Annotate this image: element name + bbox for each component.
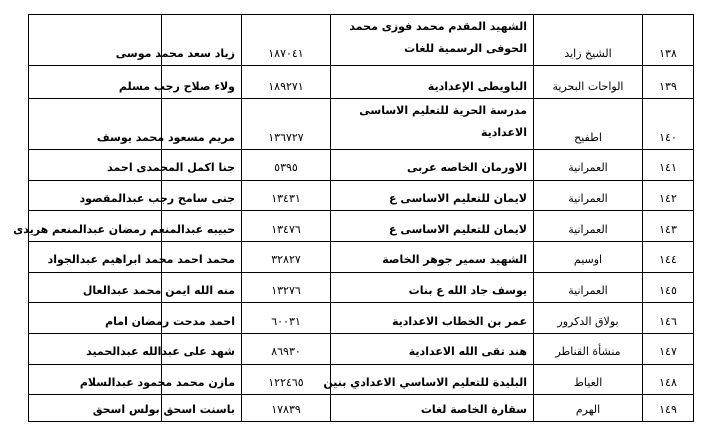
student-name-cell: مازن محمد محمود عبدالسلام <box>162 364 242 395</box>
seat-number-cell: ٣٢٨٢٧ <box>242 241 331 272</box>
school-cell: الشهيد سمير جوهر الخاصة <box>331 241 534 272</box>
school-cell: الباويطى الإعدادية <box>331 66 534 99</box>
row-number: ١٤٩ <box>643 395 694 422</box>
student-name-cell: ولاء صلاح رجب مسلم <box>162 66 242 99</box>
student-name-cell: منه الله ايمن محمد عبدالعال <box>162 272 242 303</box>
school-cell: الشهيد المقدم محمد فوزى محمد الحوفى الرسمية للغات <box>331 15 534 66</box>
row-number: ١٣٨ <box>643 15 694 66</box>
student-name-cell: شهد على عبدالله عبدالحميد <box>162 334 242 365</box>
student-name-cell: جنا اكمل المحمدى احمد <box>162 149 242 180</box>
area-cell: العمرانية <box>534 149 643 180</box>
seat-number-cell: ٨٦٩٣٠ <box>242 334 331 365</box>
row-number: ١٤٤ <box>643 241 694 272</box>
area-cell: العمرانية <box>534 272 643 303</box>
results-table <box>13 14 694 422</box>
row-number: ١٤٢ <box>643 180 694 211</box>
school-cell: عمر بن الخطاب الاعدادية <box>331 303 534 334</box>
table-row <box>29 303 694 334</box>
seat-number-cell: ١٣٢٧٦ <box>242 272 331 303</box>
table-row <box>29 364 694 395</box>
table-row <box>29 15 694 66</box>
school-cell: هند تقى الله الاعدادية <box>331 334 534 365</box>
seat-number-cell: ١٨٩٢٧١ <box>242 66 331 99</box>
seat-number-cell: ١٣٦٧٢٧ <box>242 98 331 149</box>
table-row <box>29 241 694 272</box>
row-number: ١٤٣ <box>643 211 694 242</box>
seat-number-cell: ١٢٢٤٦٥ <box>242 364 331 395</box>
area-cell: العمرانية <box>534 211 643 242</box>
seat-number-cell: ١٨٧٠٤١ <box>242 15 331 66</box>
area-cell: اوسيم <box>534 241 643 272</box>
row-number: ١٤٠ <box>643 98 694 149</box>
row-number: ١٣٩ <box>643 66 694 99</box>
school-cell: مدرسة الحرية للتعليم الاساسى الاعدادية <box>331 98 534 149</box>
seat-number-cell: ١٣٤٣١ <box>242 180 331 211</box>
table-row <box>29 395 694 422</box>
seat-number-cell: ٥٣٩٥ <box>242 149 331 180</box>
area-cell: العياط <box>534 364 643 395</box>
row-number: ١٤٧ <box>643 334 694 365</box>
student-name-cell: جنى سامح رجب عبدالمقصود <box>162 180 242 211</box>
table-row <box>29 211 694 242</box>
area-cell: اطفيح <box>534 98 643 149</box>
table-row <box>29 66 694 99</box>
school-cell: البليدة للتعليم الاساسي الاعدادي بنين <box>331 364 534 395</box>
student-name-cell: محمد احمد محمد ابراهيم عبدالجواد <box>162 241 242 272</box>
student-name-cell: زياد سعد محمد موسى <box>162 15 242 66</box>
school-cell: سقارة الخاصة لغات <box>331 395 534 422</box>
table-row <box>29 180 694 211</box>
seat-number-cell: ١٧٨٣٩ <box>242 395 331 422</box>
student-name-cell: باسنت اسحق بولس اسحق <box>162 395 242 422</box>
school-cell: يوسف جاد الله ع بنات <box>331 272 534 303</box>
table-row <box>29 334 694 365</box>
school-cell: لايمان للتعليم الاساسى ع <box>331 180 534 211</box>
student-name-cell: مريم مسعود محمد يوسف <box>162 98 242 149</box>
school-cell: الاورمان الخاصه عربى <box>331 149 534 180</box>
table-row <box>29 149 694 180</box>
row-number: ١٤١ <box>643 149 694 180</box>
row-number: ١٤٥ <box>643 272 694 303</box>
area-cell: بولاق الدكرور <box>534 303 643 334</box>
row-number: ١٤٨ <box>643 364 694 395</box>
area-cell: الواحات البحرية <box>534 66 643 99</box>
school-cell: لايمان للتعليم الاساسى ع <box>331 211 534 242</box>
seat-number-cell: ٦٠٠٣١ <box>242 303 331 334</box>
row-number: ١٤٦ <box>643 303 694 334</box>
student-name-cell: حبيبه عبدالمنعم رمضان عبدالمنعم هريدى <box>162 211 242 242</box>
table-row <box>29 272 694 303</box>
table-row <box>29 98 694 149</box>
student-name-cell: احمد مدحت رمضان امام <box>162 303 242 334</box>
area-cell: الشيخ زايد <box>534 15 643 66</box>
area-cell: العمرانية <box>534 180 643 211</box>
area-cell: منشأة القناطر <box>534 334 643 365</box>
area-cell: الهرم <box>534 395 643 422</box>
seat-number-cell: ١٣٤٧٦ <box>242 211 331 242</box>
